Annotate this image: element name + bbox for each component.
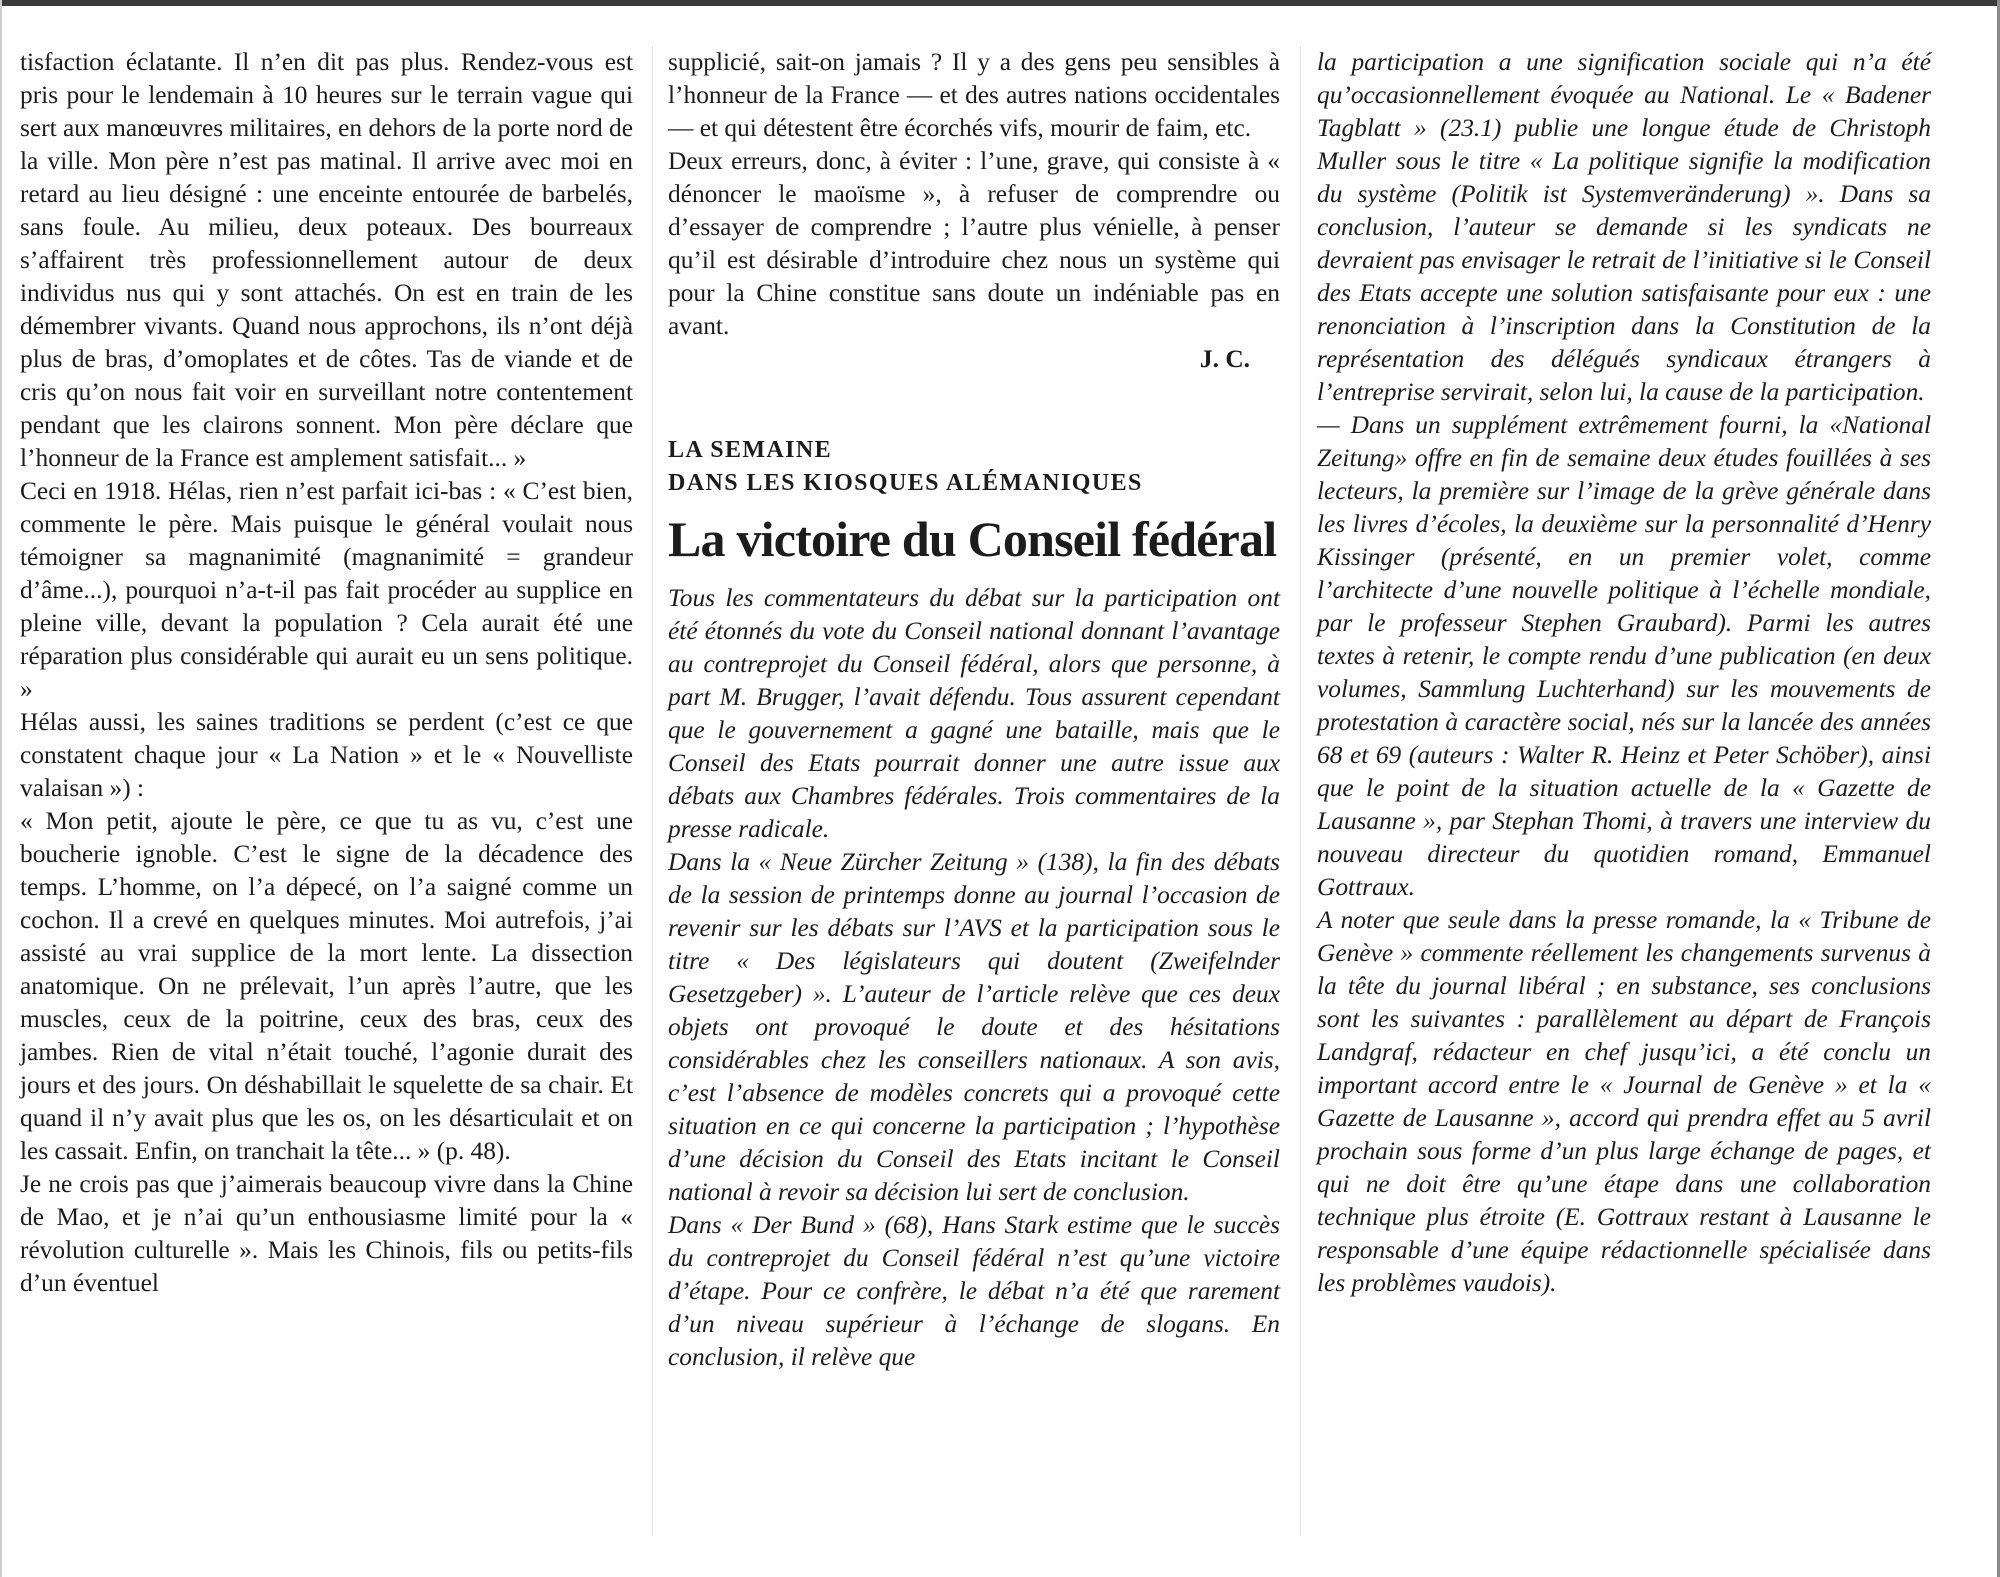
author-signature: J. C.: [1199, 345, 1250, 373]
top-border: [0, 0, 2000, 6]
section-kicker: [668, 434, 1280, 500]
paragraph: A noter que seule dans la presse romande, la « Tribune de Genève » commente réellement les changements survenus à la tête du journal libéral ; en substance, ses conclusions sont les suivantes : parallèlement au départ de François Landgraf, rédacteur en chef jusqu’ici, a été conclu un important accord entre le « Journal de Genève » et la « Gazette de Lausanne », accord qui prendra effet au 5 avril prochain sous forme d’un plus large échange de pages, et qui ne doit être qu’une étape dans une collaboration technique plus étroite (E. Gottraux restant à Lausanne le responsable d’une équipe rédactionnelle spécialisée dans les problèmes vaudois).: [1317, 906, 1931, 1297]
column-divider-2: [1300, 46, 1301, 1536]
article-column-2: [668, 46, 1280, 1374]
paragraph: « Mon petit, ajoute le père, ce que tu as vu, c’est une boucherie ignoble. C’est le signe de la décadence des temps. L’homme, on l’a dépecé, on l’a saigné comme un cochon. Il a crevé en quelques minutes. Moi autrefois, j’ai assisté au vrai supplice de la mort lente. La dissection anatomique. On ne prélevait, l’un après l’autre, que les muscles, ceux de la poitrine, ceux des bras, ceux des jambes. Rien de vital n’était touché, l’agonie durait des jours et des jours. On déshabillait le squelette de sa chair. Et quand il n’y avait plus que les os, on les désarticulait et on les cassait. Enfin, on tranchait la tête... » (p. 48).: [20, 807, 633, 1165]
column-divider-1: [652, 46, 653, 1536]
paragraph: Deux erreurs, donc, à éviter : l’une, grave, qui consiste à « dénoncer le maoïsme », à refuser de comprendre ou d’essayer de comprendre ; l’autre plus vénielle, à penser qu’il est désirable d’introduire chez nous un système qui pour la Chine constitue sans doute un indéniable pas en avant.: [668, 147, 1280, 340]
paragraph: Dans la « Neue Zürcher Zeitung » (138), la fin des débats de la session de printemps donne au journal l’occasion de revenir sur les débats sur l’AVS et la participation sous le titre « Des législateurs qui doutent (Zweifelnder Gesetzgeber) ». L’auteur de l’article relève que ces deux objets ont provoqué le doute et des hésitations considérables chez les conseillers nationaux. A son avis, c’est l’absence de modèles concrets qui a provoqué cette situation en ce qui concerne la participation ; l’hypothèse d’une décision du Conseil des Etats incitant le Conseil national à revoir sa décision lui sert de conclusion.: [668, 848, 1280, 1206]
article-headline: La victoire du Conseil fédéral: [668, 511, 1277, 567]
kicker-line: DANS LES KIOSQUES ALÉMANIQUES: [668, 470, 1143, 496]
paragraph: Je ne crois pas que j’aimerais beaucoup vivre dans la Chine de Mao, et je n’ai qu’un enthousiasme limité pour la « révolution culturelle ». Mais les Chinois, fils ou petits-fils d’un éventuel: [20, 1170, 633, 1297]
paragraph: Tous les commentateurs du débat sur la participation ont été étonnés du vote du Conseil national donnant l’avantage au contreprojet du Conseil fédéral, alors que personne, à part M. Brugger, l’avait défendu. Tous assurent cependant que le gouvernement a gagné une bataille, mais que le Conseil des Etats pourrait donner une autre issue aux débats aux Chambres fédérales. Trois commentaires de la presse radicale.: [668, 584, 1280, 843]
paragraph: Ceci en 1918. Hélas, rien n’est parfait ici-bas : « C’est bien, commente le père. Mais puisque le général voulait nous témoigner sa magnanimité (magnanimité = grandeur d’âme...), pourquoi n’a-t-il pas fait procéder au supplice en pleine ville, devant la population ? Cela aurait été une réparation plus considérable qui aurait eu un sens politique. »: [20, 477, 633, 703]
paragraph: tisfaction éclatante. Il n’en dit pas plus. Rendez-vous est pris pour le lendemain à 10 heures sur le terrain vague qui sert aux manœuvres militaires, en dehors de la porte nord de la ville. Mon père n’est pas matinal. Il arrive avec moi en retard au lieu désigné : une enceinte entourée de barbelés, sans foule. Au milieu, deux poteaux. Des bourreaux s’affairent très professionnellement autour de deux individus nus qui y sont attachés. On est en train de les démembrer vivants. Quand nous approchons, ils n’ont déjà plus de bras, d’omoplates et de côtes. Tas de viande et de cris qu’on nous fait voir en surveillant notre contentement pendant que les clairons sonnent. Mon père déclare que l’honneur de la France est amplement satisfait... »: [20, 48, 633, 472]
left-page-edge: [0, 0, 2, 1577]
paragraph: la participation a une signification sociale qui n’a été qu’occasionnellement évoquée au National. Le « Badener Tagblatt » (23.1) publie une longue étude de Christoph Muller sous le titre « La politique signifie la modification du système (Politik ist Systemveränderung) ». Dans sa conclusion, l’auteur se demande si les syndicats ne devraient pas envisager le retrait de l’initiative si le Conseil des Etats accepte une solution satisfaisante pour eux : une renonciation à l’inscription dans la Constitution de la représentation des délégués syndicaux étrangers à l’entreprise servirait, selon lui, la cause de la participation.: [1317, 48, 1931, 406]
paragraph: — Dans un supplément extrêmement fourni, la «National Zeitung» offre en fin de semaine deux études fouillées à ses lecteurs, la première sur l’image de la grève générale dans les livres d’écoles, la deuxième sur la personnalité d’Henry Kissinger (présenté, en un premier volet, comme l’architecte d’une nouvelle politique à l’échelle mondiale, par le professeur Stephen Graubard). Parmi les autres textes à retenir, le compte rendu d’une publication (en deux volumes, Sammlung Luchterhand) sur les mouvements de protestation à caractère social, nés sur la lancée des années 68 et 69 (auteurs : Walter R. Heinz et Peter Schöber), ainsi que le point de la situation actuelle de la « Gazette de Lausanne », par Stephan Thomi, à travers une interview du nouveau directeur du quotidien romand, Emmanuel Gottraux.: [1317, 411, 1931, 901]
article-column-3: [1317, 46, 1931, 1300]
kicker-line: LA SEMAINE: [668, 437, 833, 463]
paragraph: Dans « Der Bund » (68), Hans Stark estime que le succès du contreprojet du Conseil fédéral n’est qu’une victoire d’étape. Pour ce confrère, le débat n’a été que rarement d’un niveau supérieur à l’échange de slogans. En conclusion, il relève que: [668, 1211, 1280, 1371]
paragraph: supplicié, sait-on jamais ? Il y a des gens peu sensibles à l’honneur de la France — et des autres nations occidentales — et qui détestent être écorchés vifs, mourir de faim, etc.: [668, 48, 1280, 142]
article-column-1: [20, 46, 633, 1300]
paragraph: Hélas aussi, les saines traditions se perdent (c’est ce que constatent chaque jour « La Nation » et le « Nouvelliste valaisan ») :: [20, 708, 633, 802]
